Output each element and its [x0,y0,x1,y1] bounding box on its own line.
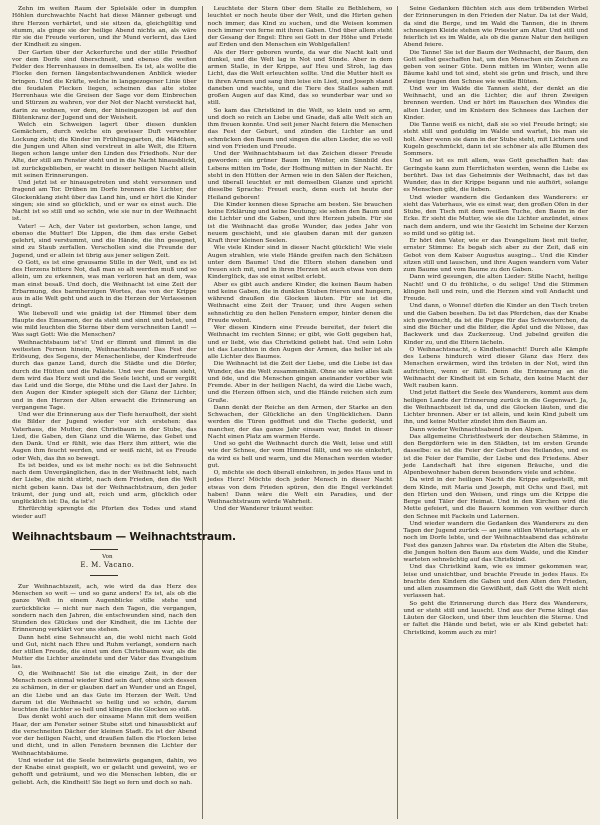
paragraph: O Gott, es ist eine grausame Stille in der Welt, und es ist des Herzens bittere Not, daß man so alt werden muß und so allein, um zu erkennen, was man verloren hat an dem, was man einst besaß. Und doch, die Weihnacht ist eine Zeit der Erbarmung, des barmherzigen Wortes, das von der Krippe aus in alle Welt geht und auch in die Herzen der Verlassenen dringt. [12,259,197,310]
paragraph: So kam das Christkind in die Welt, so klein und so arm, und doch so reich an Liebe und Gnade, daß alle Welt sich an ihm freuen konnte. Und seit jener Nacht feiern die Menschen das Fest der Geburt, und zünden die Lichter an und schmücken den Baum und singen die alten Lieder, die so voll sind von Frieden und Freude. [207,107,393,150]
paragraph: O, möchte sie doch überall einkehren, in jedes Haus und in jedes Herz! Möchte doch jeder Mensch in dieser Nacht etwas von dem Frieden spüren, den die Engel verkündet haben! Dann wäre die Welt ein Paradies, und der Weihnachtstraum würde Wahrheit. [207,470,393,505]
article-title: Weihnachtsbaum — Weihnachtstraum. [12,530,236,543]
paragraph: So geht die Erinnerung durch das Herz des Wanderers, und er steht still und lauscht. Und aus der Ferne klingt das Läuten der Glocken, und über ihm leuchten die Sterne. Und er faltet die Hände und betet, wie er als Kind gebetet hat: Christkind, komm auch zu mir! [403,600,589,636]
paragraph: Und wieder wandern die Gedanken des Wanderers: er sieht das Vaterhaus, wie es einst war, den großen Ofen in der Stube, den Tisch mit dem weißen Tuche, den Baum in der Ecke. Er sieht die Mutter, wie sie die Lichter anzündet, eines nach dem andern, und wie ihr Gesicht im Scheine der Kerzen so mild und so gütig ist. [403,194,589,237]
paragraph: Das denkt wohl auch der einsame Mann mit dem weißen Haar, der am Fenster seiner Stube sitzt und hinausblickt auf die verschneiten Dächer der kleinen Stadt. Es ist der Abend vor der heiligen Nacht, und draußen fallen die Flocken leise und dicht, und in allen Fenstern brennen die Lichter der Weihnachtsbäume. [12,714,197,757]
paragraph: Dann wird gesungen, die alten Lieder: Stille Nacht, heilige Nacht! und O du fröhliche, o du selige! Und die Stimmen klingen hell und rein, und die Herzen sind voll Andacht und Freude. [403,274,589,302]
title-rule [90,549,118,550]
paragraph: Dann denkt der Reiche an den Armen, der Starke an den Schwachen, der Glückliche an den Unglücklichen. Dann werden die Türen geöffnet und die Tische gedeckt, und mancher, der das ganze Jahr einsam war, findet in dieser Nacht einen Platz am warmen Herde. [207,404,393,440]
paragraph: Und so ist es mit allem, was Gott geschaffen hat: das Geringste kann zum Herrlichsten werden, wenn die Liebe es berührt. Das ist das Geheimnis der Weihnacht, das ist das Wunder, das in der Krippe begann und nie aufhört, solange es Menschen gibt, die lieben. [403,158,589,194]
paragraph: Vater! — Ach, der Vater ist gestorben, schon lange, und ebenso die Mutter! Die Lippen, die ihm das erste Gebet gelehrt, sind verstummt, und die Hände, die ihn gesegnet, sind zu Staub zerfallen. Verschollen sind die Freunde der Jugend, und er allein ist übrig aus jener seligen Zeit. [12,223,197,259]
column-3 [397,6,593,819]
paragraph: Das allgemeine Christfestwerk der deutschen Stämme, in den Bergdörfern wie in den Städten, ist im ersten Grunde dasselbe: es ist die Feier der Geburt des Heilandes, und es ist die Feier der Familie, der Liebe und des Friedens. Aber jede Landschaft hat ihre eigenen Bräuche, und die Alpenbewohner haben deren besonders viele und schöne. [403,433,589,476]
paragraph: Und jetzt ist er hinausgetreten und steht versonnen und fragend am Tor. Drüben im Dorfe brennen die Lichter, der Glockenklang zieht über das Land hin, und er hört die Kinder singen; sie sind so glücklich, und er war es einst auch. Die Nacht ist so still und so schön, wie sie nur in der Weihnacht ist. [12,180,197,223]
author-rule [90,575,118,576]
paragraph: Er hört den Vater, wie er das Evangelium liest mit tiefer, ernster Stimme: Es begab sich aber zu der Zeit, daß ein Gebot von dem Kaiser Augustus ausging... Und die Kinder sitzen still und lauschen, und ihre Augen wandern vom Vater zum Baume und vom Baume zu den Gaben. [403,238,589,273]
paragraph: Da wird in der heiligen Nacht die Krippe aufgestellt, mit dem Kinde, mit Maria und Joseph, mit Ochs und Esel, mit den Hirten und den Weisen, und rings um die Krippe die Berge und Täler der Heimat. Und in den Kirchen wird die Mette gefeiert, und die Bauern kommen von weither durch den Schnee mit Fackeln und Laternen. [403,477,589,520]
paragraph: Wie liebevoll und wie gnädig ist der Himmel über dem Haupte des Einsamen, der da steht und sinnt und betet, und wie mild leuchten die Sterne über dem verschneiten Land! — Was sagt Gott: Wie die Menschen? [12,310,197,339]
paragraph: Und der Weihnachtsbaum ist das Zeichen dieser Freude geworden: ein grüner Baum im Winter, ein Sinnbild des Lebens mitten im Tode, der Hoffnung mitten in der Nacht. Er steht in den Hütten der Armen wie in den Sälen der Reichen, und überall leuchtet er mit demselben Glanze und spricht dieselbe Sprache: Freuet euch, denn euch ist heute der Heiland geboren! [207,151,393,201]
paragraph: O Weihnachtsnacht, o Kindheitsnacht! Durch alle Kämpfe des Lebens hindurch wird dieser Glanz das Herz des Menschen erwärmen, wird ihn trösten in der Not, wird ihn aufrichten, wenn er fällt. Denn die Erinnerung an die Weihnacht der Kindheit ist ein Schatz, den keine Macht der Welt rauben kann. [403,346,589,389]
paragraph: Aber es gibt auch andere Kinder, die keinen Baum haben und keine Gaben, die in dunklen Stuben frieren und hungern, während draußen die Glocken läuten. Für sie ist die Weihnacht eine Zeit der Trauer, und ihre Augen sehen sehnsüchtig zu den hellen Fenstern empor, hinter denen die Freude wohnt. [207,281,393,324]
paragraph: Es ist beides, und es ist mehr noch: es ist die Sehnsucht nach dem Unvergänglichen, das in der Weihnacht lebt, nach der Liebe, die nicht stirbt, nach dem Frieden, den die Welt nicht geben kann. Das ist der Weihnachtstraum, den jeder träumt, der jung und alt, reich und arm, glücklich oder unglücklich ist: Da, da ist's! [12,462,197,505]
paragraph: Wie viele Kinder sind in dieser Nacht glücklich! Wie viele Augen strahlen, wie viele Hände greifen nach den Schätzen unter dem Baume! Und die Eltern stehen daneben und freuen sich mit, und in ihren Herzen ist auch etwas von dem Kinderglück, das sie einst selbst erlebt. [207,245,393,281]
column-2 [202,6,398,819]
paragraph: Und jetzt flattert die Seele des Wanderers, kommt aus dem heiligen Lande der Erinnerung zurück in die Gegenwart. Ja, die Weihnachtszeit ist da, und die Glocken läuten, und die Lichter brennen. Aber er ist allein, und kein Kind jubelt um ihn, und keine Mutter zündet ihm den Baum an. [403,390,589,426]
article-author: E. M. Vacano. [80,560,135,569]
paragraph: Seine Gedanken flüchten sich aus dem trübenden Wirbel der Erinnerungen in den Frieden der Natur. Da ist der Wald, da sind die Berge, und im Wald die Tannen, die in ihrem schneeigen Kleide stehen wie Priester am Altar. Und still und feierlich ist es im Walde, als ob die ganze Natur den heiligen Abend feiere. [403,6,589,49]
paragraph: Die Tanne weiß es nicht, daß sie so viel Freude bringt; sie steht still und geduldig im Walde und wartet, bis man sie holt. Aber wenn sie dann in der Stube steht, mit Lichtern und Kugeln geschmückt, dann ist sie schöner als alle Blumen des Sommers. [403,122,589,157]
article-heading [12,530,236,576]
paragraph: Wer diesen Kindern eine Freude bereitet, der feiert die Weihnacht im rechten Sinne; er gibt, wie Gott gegeben hat, und er liebt, wie das Christkind geliebt hat. Und sein Lohn ist das Leuchten in den Augen der Armen, das heller ist als alle Lichter des Baumes. [207,325,393,360]
column-1-lower-text [12,584,197,787]
paragraph: Ehrfürchtig sprengte die Pforten des Todes und stand wieder auf! [12,506,197,520]
paragraph: Dann hebt eine Sehnsucht an, die wohl nicht nach Gold und Gut, nicht nach Ehre und Ruhm verlangt, sondern nach der stillen Freude, die einst um den Christbaum war, als die Mutter die Lichter anzündete und der Vater das Evangelium las. [12,634,197,670]
column-1-upper-text [12,6,197,521]
paragraph: Und wer die Erinnerung aus der Tiefe heraufholt, der sieht die Bilder der Jugend wieder vor sich erstehen: das Vaterhaus, die Mutter, den Christbaum in der Stube, das Lied, die Gaben, den Glanz und die Wärme, das Gebet und den Dank. Und er fühlt, wie das Herz ihm zittert, wie die Augen ihm feucht werden, und er weiß nicht, ist es Freude oder Weh, das ihn so bewegt. [12,412,197,462]
paragraph: Als der Herr geboren wurde, da war die Nacht kalt und dunkel, und die Welt lag in Not und Sünde. Aber in dem armen Stalle, in der Krippe, auf Heu und Stroh, lag das Licht, das die Welt erleuchten sollte. Und die Mutter hielt es in ihren Armen und sang ihm leise ein Lied, und Joseph stand daneben und wachte, und die Tiere des Stalles sahen mit großen Augen auf das Kind, das so wunderbar war und so still. [207,49,393,107]
paragraph: Der Garten über der Ackerfurche und der stille Friedhof vor dem Dorfe sind überschneit, und ebenso die weiten Felder des Herrenhauses in demselben. Es ist, als wollte die Flocke den fernen längstentschwundenen Anblick wieder bringen. Und die Kräfte, welche in langgezogener Linie über die feudalen Flecken liegen, scheinen das alte stolze Herrenhaus wie die Greisen der Sage vor dem Einbrechen und Stürzen zu wahren, vor der Not der Nacht versteckt hat, darin zu wohnen, vor dem, der hineingezogen ist auf den Blütenkranz der Jugend und der Weisheit. [12,49,197,121]
paragraph: Die Weihnacht ist die Zeit der Liebe, und die Liebe ist das Wunder, das die Welt zusammenhält. Ohne sie wäre alles kalt und öde, und die Menschen gingen aneinander vorüber wie Fremde. Aber in der heiligen Nacht, da wird die Liebe wach, und die Herzen öffnen sich, und die Hände reichen sich zum Gruße. [207,361,393,404]
byline-von: Von [102,553,113,560]
paragraph: Weihnachtsbaum ist's! Und er flimmt und flimmt in die weitesten Fernen hinein, Weihnachtsbaum! Das Fest der Erlösung, des Segens, der Menschenliebe, der Kinderfreude durch das ganze Land, durch die Städte und die Dörfer, durch die Hütten und die Paläste. Und wer den Baum sieht, dem wird das Herz weit und die Seele leicht, und er vergißt das Leid und die Sorge, die Mühe und die Last der Jahre. In den Augen der Kinder spiegelt sich der Glanz der Lichter, und in den Herzen der Alten erwacht die Erinnerung an vergangene Tage. [12,339,197,411]
paragraph: Die Tanne! Sie ist der Baum der Weihnacht, der Baum, den Gott selbst geschaffen hat, um den Menschen ein Zeichen zu geben von seiner Güte. Denn mitten im Winter, wenn alle Bäume kahl und tot sind, steht sie grün und frisch, und ihre Zweige tragen den Schnee wie weiße Blüten. [403,49,589,85]
paragraph: Und der Wanderer träumt weiter. [213,506,314,513]
paragraph: Zehn im weiten Raum der Spielsäle oder in dumpfen Höhlen durchwachte Nacht hat diese Männer gebeugt und ihre Herzen verhärtet, und sie sitzen da, gleichgültig und stumm, als ginge sie der heilige Abend nichts an, als wäre für sie die Freude verloren, und ihr Mund verlernt, das Lied der Kindheit zu singen. [12,6,197,49]
paragraph: Und dann, o Wonne! dürfen die Kinder an den Tisch treten und die Gaben besehen. Da ist das Pferdchen, das der Knabe sich gewünscht, da ist die Puppe für das Schwesterchen, da sind die Bücher und die Bilder, die Äpfel und die Nüsse, das Backwerk und das Zuckerzeug. Und jubelnd greifen die Kinder zu, und die Eltern lächeln. [403,303,589,346]
paragraph: Welch ein Schweigen lagert über diesen dunklen Gemächern, durch welche ein gewisser Duft verwehter Lockung zieht; die Kinder im Frühlingsgarten, die Mädchen, die Jungen und Alten sind verstreut in alle Welt, die Eltern liegen schon lange unter den Linden des Friedhofs. Nur der Alte, der still am Fenster steht und in die Nacht hinausblickt, ist zurückgeblieben, er wacht in dieser heiligen Nacht allein mit seinen Erinnerungen. [12,122,197,179]
paragraph: Die Kinder kennen diese Sprache am besten. Sie brauchen keine Erklärung und keine Deutung; sie sehen den Baum und die Lichter und die Gaben, und ihre Herzen jubeln. Für sie ist die Weihnacht das große Wunder, das jedes Jahr von neuem geschieht, und sie glauben daran mit der ganzen Kraft ihrer kleinen Seelen. [207,201,393,244]
paragraph: Und wer im Walde die Tannen sieht, der denkt an die Weihnacht, und an die Lichter, die auf ihren Zweigen brennen werden. Und er hört im Rauschen des Windes die alten Lieder, und im Knistern des Schnees das Lachen der Kinder. [403,85,589,121]
paragraph: Dann wieder Weihnachtsabend in den Alpen. [409,426,544,433]
paragraph: Und so geht die Weihnacht durch die Welt, leise und still wie der Schnee, der vom Himmel fällt, und wo sie einkehrt, da wird es hell und warm, und die Menschen werden wieder gut. [207,441,393,469]
paragraph: Leuchtete der Stern über dem Stalle zu Bethlehem, so leuchtet er noch heute über der Welt, und die Hirten gehen noch immer, das Kind zu suchen, und die Weisen kommen noch immer von ferne mit ihren Gaben. Und über allem steht der Gesang der Engel: Ehre sei Gott in der Höhe und Friede auf Erden und den Menschen ein Wohlgefallen! [207,6,393,49]
paragraph: Und das Christkind kam, wie es immer gekommen war, leise und unsichtbar, und brachte Freude in jedes Haus. Es brachte den Kindern die Gaben und den Alten den Frieden, und allen zusammen die Gewißheit, daß Gott die Welt nicht verlassen hat. [403,564,589,600]
paragraph: Und wieder ist die Seele heimwärts gegangen, dahin, wo der Knabe einst gespielt, wo er gelacht und geweint, wo er gehofft und geträumt, und wo die Menschen lebten, die er geliebt. Ach, die Kindheit! Sie liegt so fern und doch so nah. [12,757,197,786]
paragraph: O, die Weihnacht! Sie ist die einzige Zeit, in der der Mensch noch einmal wieder Kind sein darf, ohne sich dessen zu schämen, in der er glauben darf an Wunder und an Engel, an die Liebe und an das Gute im Herzen der Welt. Und darum ist die Weihnacht so heilig und so schön, darum leuchten die Lichter so hell und klingen die Glocken so süß. [12,670,197,713]
paragraph: Zur Weihnachtszeit, ach, wie wird da das Herz des Menschen so weit — und so ganz anders! Es ist, als ob die ganze Welt in einem Augenblicke stille stehe und zurückblicke — nicht nur nach den Tagen, die vergangen, sondern nach den Jahren, die entschwunden sind, nach den Stunden des Glückes und der Kindheit, die im Lichte der Erinnerung verklärt vor uns stehen. [12,583,197,634]
column-1 [7,6,236,819]
paragraph: Und wieder wandern die Gedanken des Wanderers zu den Tagen der Jugend zurück — an jene stillen Wintertage, als er noch im Dorfe lebte, und der Weihnachtsabend das schönste Fest des ganzen Jahres war. Da rüsteten die Alten die Stube, die Jungen holten den Baum aus dem Walde, und die Kinder warteten sehnsüchtig auf das Christkind. [403,520,589,563]
